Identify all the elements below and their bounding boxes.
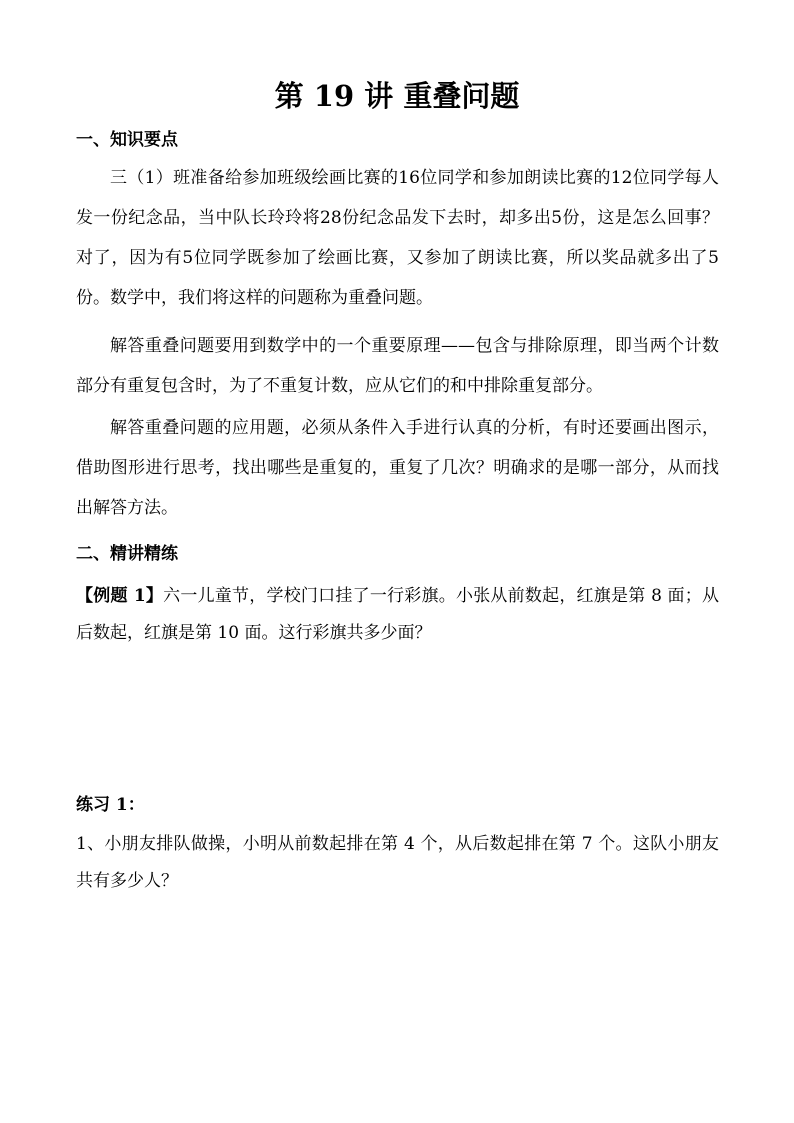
paragraph-principle: 解答重叠问题要用到数学中的一个重要原理——包含与排除原理，即当两个计数部分有重复包含时，为了不重复计数，应从它们的和中排除重复部分。 (76, 336, 719, 396)
lesson-title: 第 19 讲 重叠问题 (274, 79, 520, 113)
paragraph-method: 解答重叠问题的应用题，必须从条件入手进行认真的分析，有时还要画出图示，借助图形进行思考，找出哪些是重复的，重复了几次？明确求的是哪一部分，从而找出解答方法。 (76, 418, 719, 518)
paragraph-intro: 三（1）班准备给参加班级绘画比赛的16位同学和参加朗读比赛的12位同学每人发一份纪念品，当中队长玲玲将28份纪念品发下去时，却多出5份，这是怎么回事？对了，因为有5位同学既参加了绘画比赛，又参加了朗读比赛，所以奖品就多出了5份。数学中，我们将这样的问题称为重叠问题。 (76, 168, 719, 308)
exercise-heading: 练习 1： (76, 795, 145, 815)
example-text: 六一儿童节，学校门口挂了一行彩旗。小张从前数起，红旗是第 8 面；从后数起，红旗是第 10 面。这行彩旗共多少面？ (76, 586, 719, 643)
exercise-question-1: 1、小朋友排队做操，小明从前数起排在第 4 个，从后数起排在第 7 个。这队小朋友共有多少人？ (76, 834, 719, 891)
section-heading-knowledge: 一、知识要点 (76, 130, 178, 150)
example-label: 【例题 1】 (76, 586, 164, 606)
section-heading-practice: 二、精讲精练 (76, 544, 178, 564)
example-1 (76, 578, 719, 652)
